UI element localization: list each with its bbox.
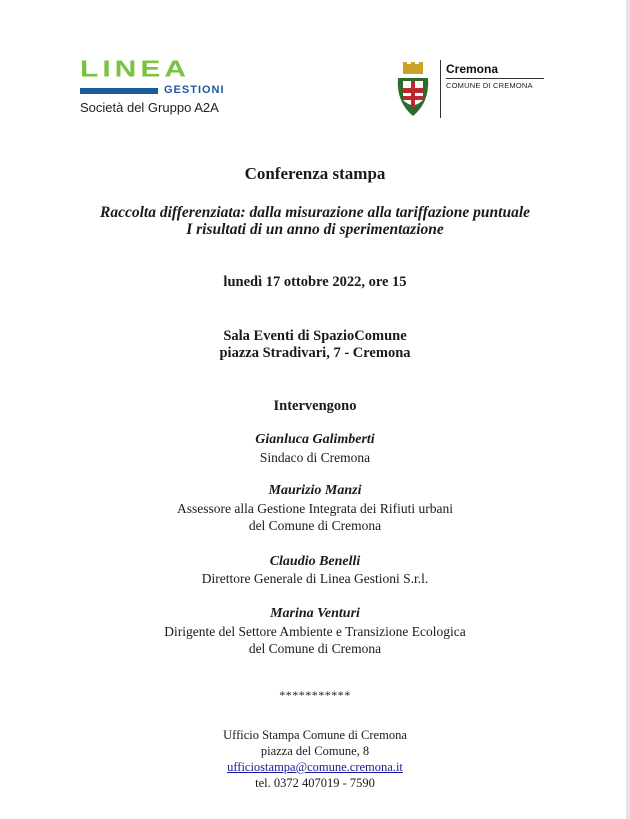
cremona-subtitle: COMUNE DI CREMONA (446, 81, 533, 90)
linea-logo-subtitle: Società del Gruppo A2A (80, 100, 219, 115)
cremona-name: Cremona (446, 62, 499, 76)
speaker-role: del Comune di Cremona (248, 518, 382, 533)
speaker-name: Maurizio Manzi (268, 483, 362, 498)
document-title: Conferenza stampa (244, 164, 386, 183)
speaker-role: del Comune di Cremona (248, 641, 382, 656)
press-office: Ufficio Stampa Comune di Cremona (223, 728, 407, 742)
press-office-email-row (0, 760, 630, 775)
speaker-role: Dirigente del Settore Ambiente e Transizione Ecologica (164, 624, 466, 639)
document-subtitle-line-2: I risultati di un anno di sperimentazione (186, 221, 444, 238)
cremona-crest-icon (394, 62, 432, 120)
linea-gestioni-logo (80, 58, 250, 115)
speaker-role: Direttore Generale di Linea Gestioni S.r.l. (201, 571, 429, 586)
linea-logo-word: LINEA (80, 56, 190, 83)
document-subtitle-line-1: Raccolta differenziata: dalla misurazione alla tariffazione puntuale (99, 204, 531, 221)
linea-logo-bar-row (80, 84, 250, 96)
linea-logo-bar (80, 88, 158, 94)
speakers-heading: Intervengono (273, 398, 357, 414)
linea-logo-gestioni: GESTIONI (164, 84, 225, 96)
cremona-rule (446, 78, 544, 79)
event-date: lunedì 17 ottobre 2022, ore 15 (223, 274, 407, 290)
press-office-address: piazza del Comune, 8 (260, 744, 370, 758)
venue-line-2: piazza Stradivari, 7 - Cremona (219, 345, 411, 361)
speaker-name: Gianluca Galimberti (255, 432, 375, 447)
venue-line-1: Sala Eventi di SpazioComune (223, 328, 407, 344)
speaker-name: Marina Venturi (270, 606, 360, 621)
press-office-phone: tel. 0372 407019 - 7590 (255, 776, 375, 790)
speaker-name: Claudio Benelli (269, 554, 361, 569)
speaker-role: Assessore alla Gestione Integrata dei Rifiuti urbani (177, 501, 453, 516)
press-office-email-link[interactable]: ufficiostampa@comune.cremona.it (227, 760, 403, 774)
cremona-separator (440, 60, 441, 118)
separator-stars: *********** (279, 688, 351, 702)
speaker-role: Sindaco di Cremona (259, 450, 371, 465)
